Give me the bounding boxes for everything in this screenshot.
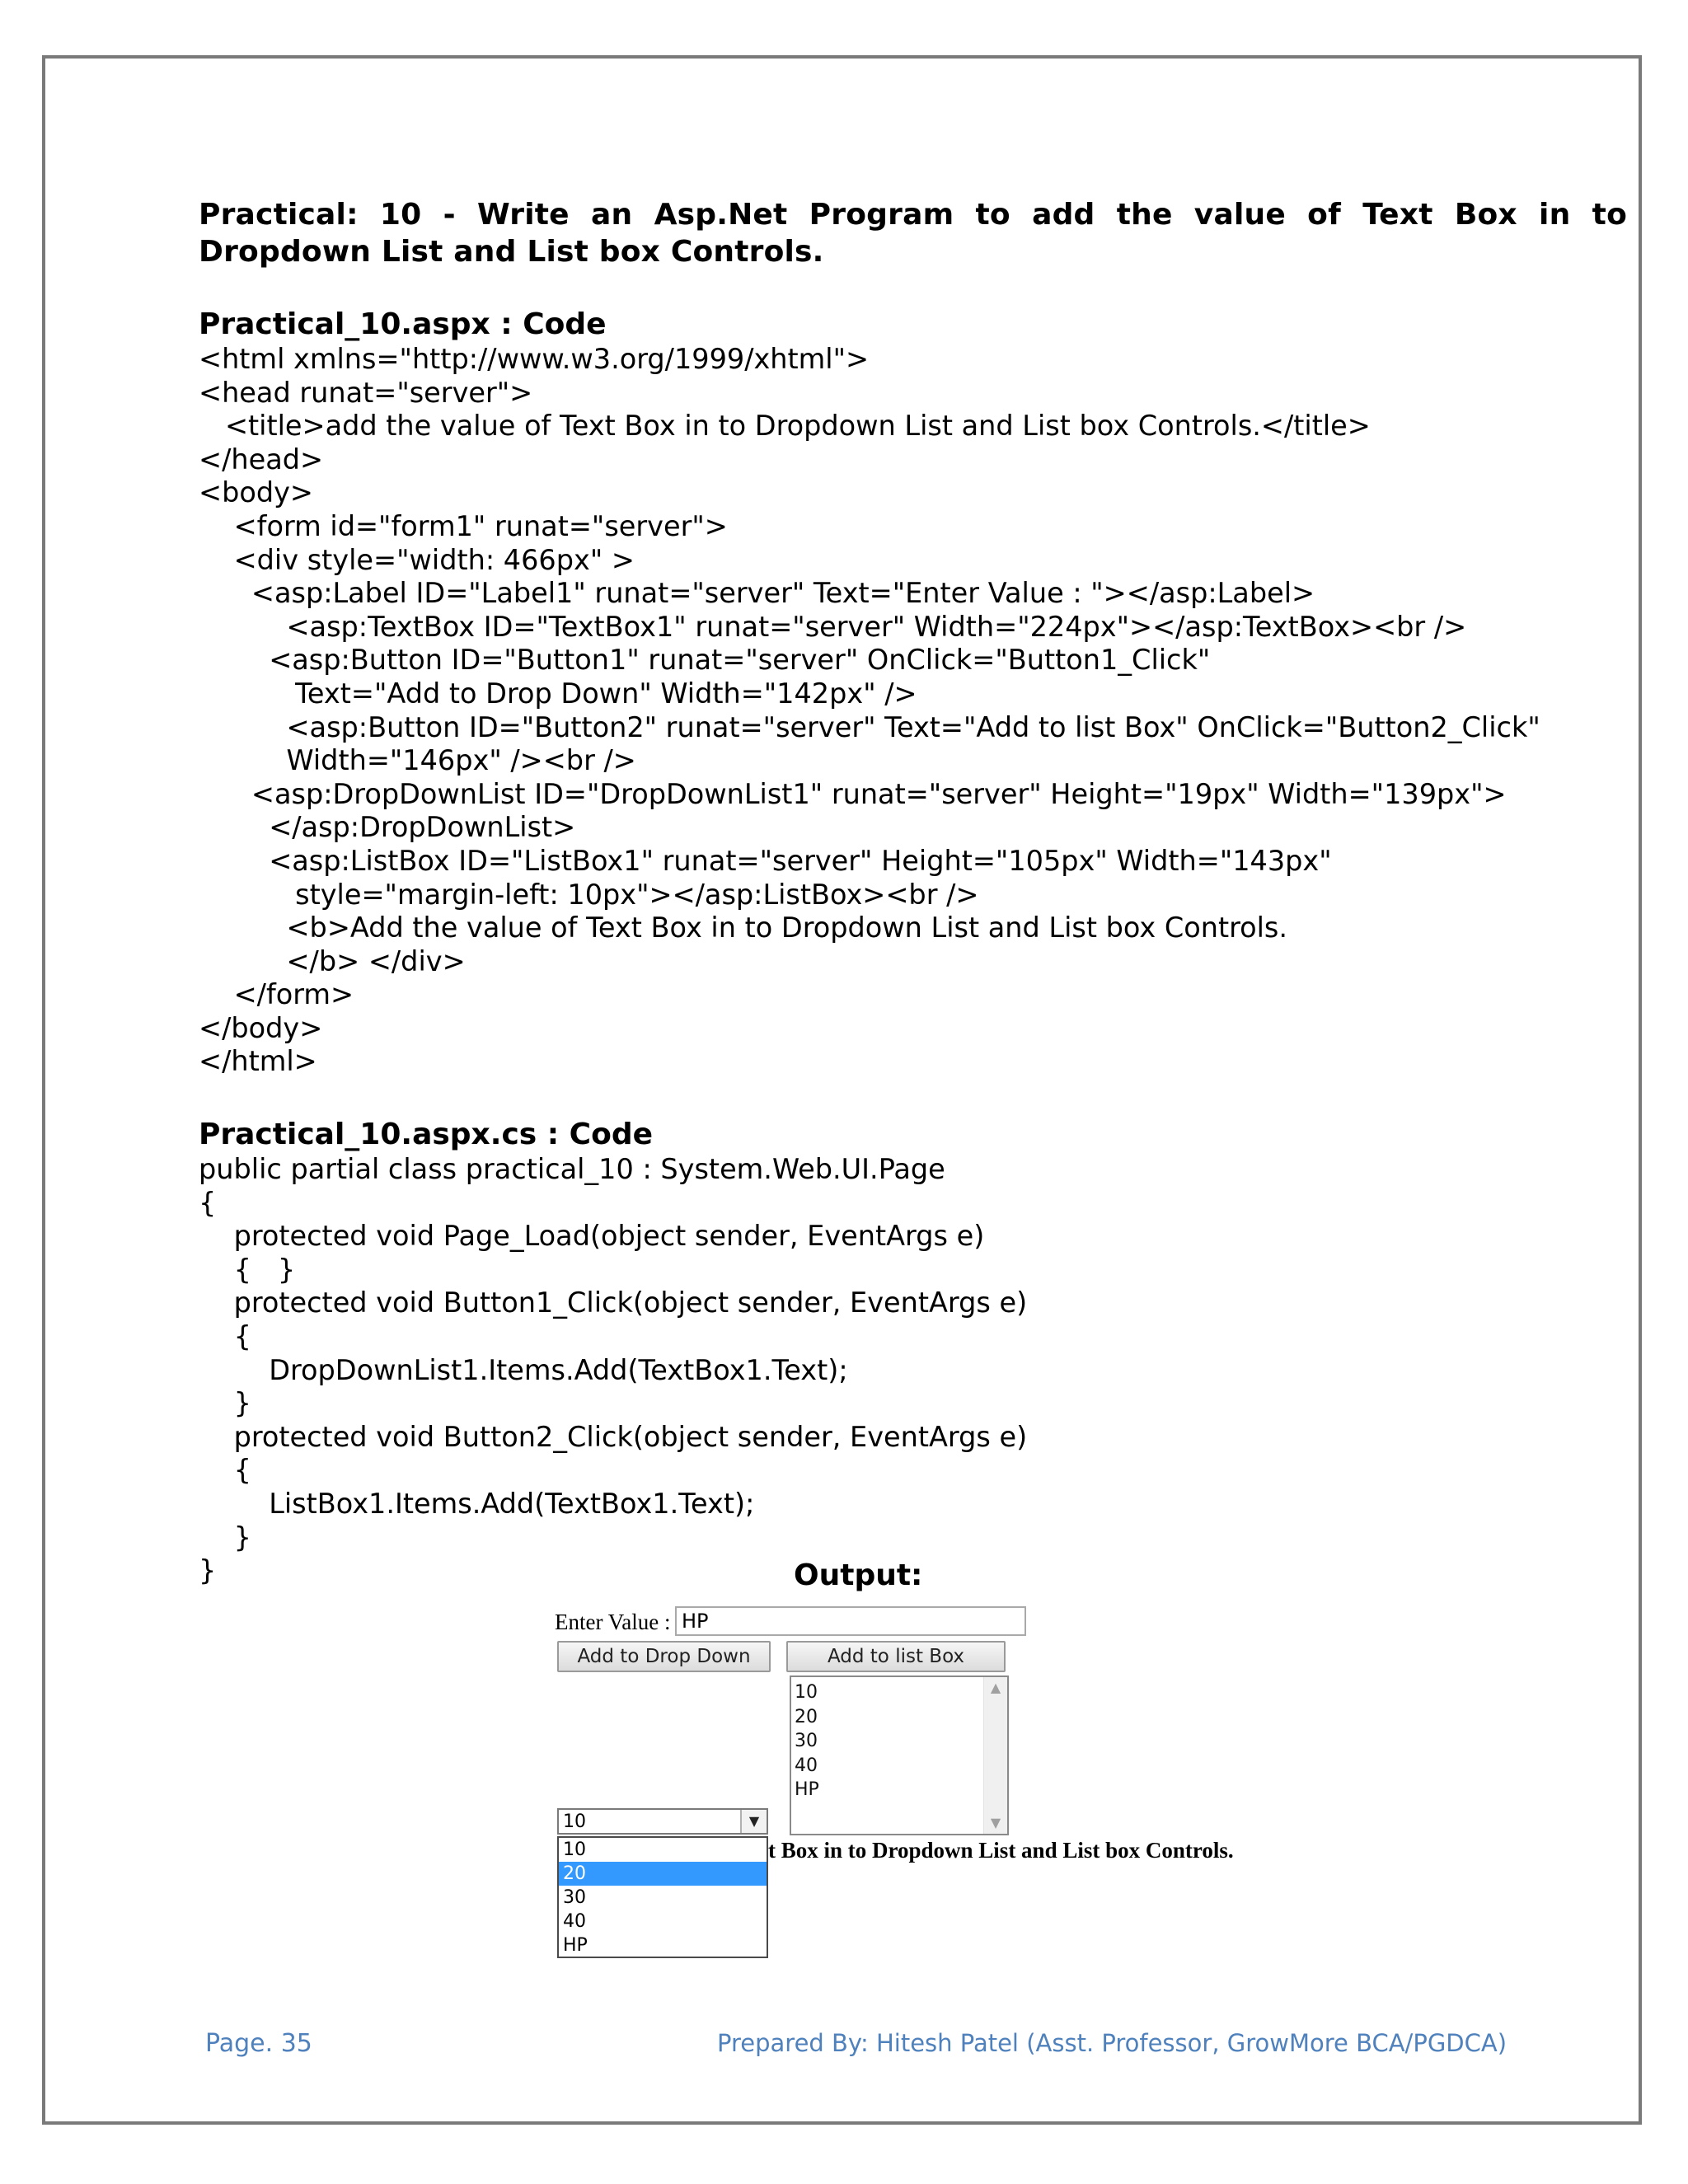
output-screenshot <box>552 1603 1294 1966</box>
add-to-dropdown-button[interactable]: Add to Drop Down <box>557 1641 771 1672</box>
cs-code-line: protected void Page_Load(object sender, EventArgs e) <box>199 1220 985 1253</box>
aspx-code-line: <div style="width: 466px" > <box>199 543 635 576</box>
aspx-code-line: <body> <box>199 476 313 509</box>
dropdown-option[interactable]: 30 <box>563 1887 586 1908</box>
scroll-up-icon[interactable]: ▲ <box>990 1680 1001 1695</box>
bold-output-text: t Box in to Dropdown List and List box Controls. <box>768 1838 1234 1863</box>
cs-code-line: } <box>199 1387 251 1420</box>
dropdown-option[interactable]: 40 <box>563 1911 586 1932</box>
listbox[interactable] <box>790 1675 1009 1835</box>
cs-code-line: ListBox1.Items.Add(TextBox1.Text); <box>199 1488 755 1520</box>
aspx-code-line: <asp:Label ID="Label1" runat="server" Text="Enter Value : "></asp:Label> <box>199 577 1315 610</box>
aspx-code-line: <b>Add the value of Text Box in to Dropdown List and List box Controls. <box>199 912 1288 944</box>
cs-code-line: public partial class practical_10 : System.Web.UI.Page <box>199 1153 945 1186</box>
practical-heading <box>199 196 1627 270</box>
aspx-code-line: <asp:Button ID="Button2" runat="server" Text="Add to list Box" OnClick="Button2_Click" <box>199 710 1540 743</box>
aspx-code-line: <asp:ListBox ID="ListBox1" runat="server" Height="105px" Width="143px" <box>199 844 1332 877</box>
cs-code-line: { <box>199 1320 251 1353</box>
dropdown-option[interactable]: HP <box>563 1935 588 1956</box>
listbox-item[interactable]: 20 <box>795 1706 818 1727</box>
aspx-code-line: </b> </div> <box>199 944 466 977</box>
cs-section-title: Practical_10.aspx.cs : Code <box>199 1118 654 1152</box>
listbox-item[interactable]: 30 <box>795 1731 818 1751</box>
dropdown-options-popup <box>557 1836 768 1958</box>
aspx-code-line: </body> <box>199 1011 323 1044</box>
aspx-code-line: </html> <box>199 1045 317 1078</box>
cs-code-line: } <box>199 1554 217 1587</box>
aspx-code-line: <title>add the value of Text Box in to Dropdown List and List box Controls.</title> <box>199 410 1371 443</box>
page-number: . 35 <box>265 2029 312 2058</box>
chevron-down-icon[interactable]: ▼ <box>740 1810 767 1833</box>
dropdown-selected-value: 10 <box>563 1811 586 1832</box>
heading-line-2: Dropdown List and List box Controls. <box>199 235 824 269</box>
cs-code-line: protected void Button1_Click(object sender, EventArgs e) <box>199 1286 1028 1319</box>
aspx-code-line: Text="Add to Drop Down" Width="142px" /> <box>199 677 917 710</box>
listbox-item[interactable]: HP <box>795 1779 819 1800</box>
cs-code-line: { <box>199 1454 251 1487</box>
aspx-code-line: <html xmlns="http://www.w3.org/1999/xhtml"> <box>199 343 870 375</box>
dropdown-option[interactable]: 10 <box>563 1840 586 1860</box>
listbox-scrollbar[interactable] <box>983 1677 1007 1834</box>
aspx-code-line: style="margin-left: 10px"></asp:ListBox><br /> <box>199 878 979 911</box>
aspx-code-line: </form> <box>199 978 354 1011</box>
aspx-code-line: Width="146px" /><br /> <box>199 744 636 777</box>
listbox-item[interactable]: 10 <box>795 1682 818 1703</box>
dropdown-list[interactable] <box>557 1808 768 1835</box>
cs-code-line: { } <box>199 1253 296 1286</box>
listbox-item[interactable]: 40 <box>795 1755 818 1776</box>
output-title: Output: <box>794 1558 923 1592</box>
heading-line-1: Practical: 10 - Write an Asp.Net Program to add the value of Text Box in to <box>199 198 1627 232</box>
aspx-code-line: </head> <box>199 443 324 476</box>
scroll-down-icon[interactable]: ▼ <box>990 1815 1001 1830</box>
aspx-code-block <box>199 343 1627 1079</box>
value-textbox[interactable]: HP <box>675 1606 1026 1636</box>
listbox-items <box>795 1680 819 1802</box>
cs-code-line: DropDownList1.Items.Add(TextBox1.Text); <box>199 1353 848 1386</box>
cs-code-line: } <box>199 1521 251 1554</box>
enter-value-label: Enter Value : <box>555 1610 671 1634</box>
aspx-code-line: <form id="form1" runat="server"> <box>199 509 728 542</box>
dropdown-option[interactable]: 20 <box>559 1862 767 1886</box>
cs-code-line: { <box>199 1186 217 1219</box>
aspx-code-line: <asp:DropDownList ID="DropDownList1" runat="server" Height="19px" Width="139px"> <box>199 777 1507 810</box>
aspx-code-line: </asp:DropDownList> <box>199 811 576 844</box>
aspx-code-line: <head runat="server"> <box>199 376 533 409</box>
page-label: Page <box>205 2029 265 2058</box>
add-to-listbox-button[interactable]: Add to list Box <box>786 1641 1006 1672</box>
aspx-code-line: <asp:Button ID="Button1" runat="server" OnClick="Button1_Click" <box>199 644 1211 677</box>
aspx-code-line: <asp:TextBox ID="TextBox1" runat="server" Width="224px"></asp:TextBox><br /> <box>199 610 1467 643</box>
aspx-section-title: Practical_10.aspx : Code <box>199 307 607 341</box>
cs-code-block <box>199 1153 1627 1588</box>
cs-code-line: protected void Button2_Click(object sender, EventArgs e) <box>199 1420 1028 1453</box>
document-body <box>199 196 1627 1588</box>
footer-page-number <box>205 2029 312 2058</box>
footer-prepared-by: Prepared By: Hitesh Patel (Asst. Professor, GrowMore BCA/PGDCA) <box>717 2029 1507 2057</box>
